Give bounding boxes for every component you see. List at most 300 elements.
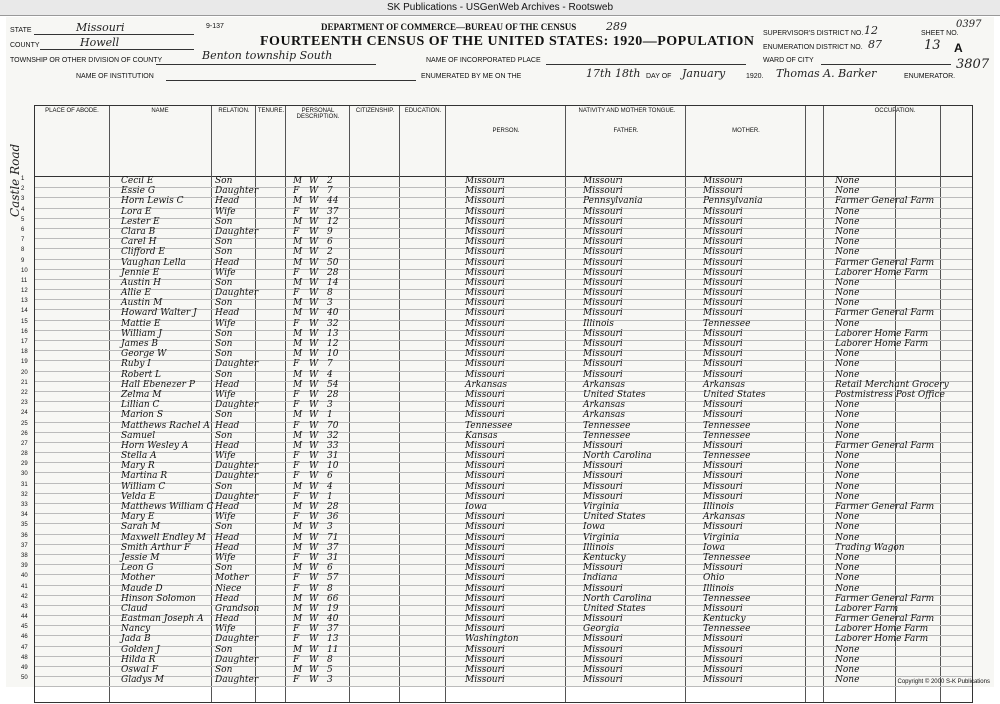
age: 19 bbox=[327, 603, 339, 614]
father-birthplace: Arkansas bbox=[583, 410, 626, 421]
row-number: 48 bbox=[21, 654, 28, 661]
father-birthplace: United States bbox=[583, 389, 646, 400]
month-value: January bbox=[682, 67, 726, 80]
mother-birthplace: Ohio bbox=[703, 573, 725, 584]
age: 3 bbox=[327, 400, 333, 411]
person-name: Horn Lewis C bbox=[121, 196, 184, 207]
age: 8 bbox=[327, 583, 333, 594]
age: 37 bbox=[327, 206, 339, 217]
person-name: Essie G bbox=[121, 186, 156, 197]
age: 54 bbox=[327, 379, 339, 390]
enumeration-label: ENUMERATION DISTRICT NO. bbox=[763, 44, 863, 51]
relation: Son bbox=[215, 339, 233, 349]
person-name: Hall Ebenezer P bbox=[121, 379, 195, 390]
race: W bbox=[309, 267, 319, 278]
father-birthplace: Indiana bbox=[583, 573, 618, 584]
supervisor-value: 12 bbox=[864, 24, 878, 37]
person-name: Leon G bbox=[121, 563, 154, 574]
browser-title: SK Publications - USGenWeb Archives - Rootsweb bbox=[386, 2, 614, 13]
birthplace: Missouri bbox=[465, 471, 505, 482]
birthplace: Missouri bbox=[465, 298, 505, 309]
person-name: Mattie E bbox=[121, 318, 161, 329]
father-birthplace: Missouri bbox=[583, 614, 623, 625]
race: W bbox=[309, 624, 319, 635]
mother-birthplace: Missouri bbox=[703, 176, 743, 186]
mother-birthplace: United States bbox=[703, 389, 766, 400]
person-name: Claud bbox=[121, 603, 148, 614]
person-name: Golden J bbox=[121, 644, 160, 655]
mother-birthplace: Tennessee bbox=[703, 318, 751, 329]
header-mother: MOTHER. bbox=[732, 128, 760, 134]
birthplace: Missouri bbox=[465, 328, 505, 339]
row-number: 18 bbox=[21, 349, 28, 356]
row-number: 12 bbox=[21, 288, 28, 295]
age: 7 bbox=[327, 359, 333, 370]
birthplace: Missouri bbox=[465, 614, 505, 625]
father-birthplace: Missouri bbox=[583, 176, 623, 186]
birthplace: Missouri bbox=[465, 196, 505, 207]
race: W bbox=[309, 237, 319, 248]
table-row bbox=[21, 675, 972, 687]
birthplace: Missouri bbox=[465, 532, 505, 543]
birthplace: Kansas bbox=[465, 430, 498, 441]
sex: F bbox=[293, 400, 300, 411]
father-birthplace: Arkansas bbox=[583, 400, 626, 411]
sex: F bbox=[293, 318, 300, 329]
mother-birthplace: Missouri bbox=[703, 481, 743, 492]
occupation: Farmer General Farm bbox=[835, 257, 935, 268]
age: 44 bbox=[327, 196, 339, 207]
birthplace: Missouri bbox=[465, 451, 505, 462]
age: 9 bbox=[327, 226, 333, 237]
person-name: Clara B bbox=[121, 226, 156, 237]
occupation: None bbox=[835, 675, 860, 686]
birthplace: Missouri bbox=[465, 288, 505, 299]
row-number: 1 bbox=[21, 176, 25, 182]
race: W bbox=[309, 481, 319, 492]
table-row bbox=[21, 420, 972, 433]
enumerator-label: ENUMERATOR. bbox=[904, 73, 956, 80]
father-birthplace: Missouri bbox=[583, 481, 623, 492]
occupation: Farmer General Farm bbox=[835, 308, 935, 319]
birthplace: Missouri bbox=[465, 675, 505, 686]
birthplace: Missouri bbox=[465, 339, 505, 349]
occupation: None bbox=[835, 369, 860, 380]
relation: Daughter bbox=[215, 400, 259, 411]
occupation: None bbox=[835, 420, 860, 431]
race: W bbox=[309, 634, 319, 645]
father-birthplace: Missouri bbox=[583, 339, 623, 349]
township-label: TOWNSHIP OR OTHER DIVISION OF COUNTY bbox=[10, 57, 163, 64]
relation: Son bbox=[215, 176, 233, 186]
father-birthplace: Missouri bbox=[583, 216, 623, 227]
race: W bbox=[309, 573, 319, 584]
department-heading: DEPARTMENT OF COMMERCE—BUREAU OF THE CENSUS bbox=[321, 22, 577, 32]
person-name: William C bbox=[121, 481, 166, 492]
race: W bbox=[309, 400, 319, 411]
mother-birthplace: Arkansas bbox=[703, 512, 746, 523]
person-name: Lillian C bbox=[121, 400, 160, 411]
age: 31 bbox=[327, 552, 339, 563]
age: 31 bbox=[327, 451, 339, 462]
person-name: Hilda R bbox=[121, 654, 156, 665]
header-occupation: OCCUPATION. bbox=[874, 108, 916, 114]
age: 12 bbox=[327, 339, 339, 349]
age: 57 bbox=[327, 573, 339, 584]
age: 32 bbox=[327, 318, 339, 329]
row-number: 11 bbox=[21, 277, 28, 284]
age: 4 bbox=[327, 369, 333, 380]
birthplace: Missouri bbox=[465, 359, 505, 370]
sex: F bbox=[293, 288, 300, 299]
birthplace: Missouri bbox=[465, 206, 505, 217]
occupation: Laborer Home Farm bbox=[835, 624, 929, 635]
father-birthplace: Georgia bbox=[583, 624, 620, 635]
birthplace: Missouri bbox=[465, 665, 505, 675]
age: 40 bbox=[327, 308, 339, 319]
race: W bbox=[309, 675, 319, 686]
occupation: None bbox=[835, 461, 860, 472]
enumeration-value: 87 bbox=[868, 38, 882, 51]
occupation: None bbox=[835, 471, 860, 482]
sex: M bbox=[293, 481, 303, 492]
age: 40 bbox=[327, 614, 339, 625]
occupation: None bbox=[835, 522, 860, 533]
father-birthplace: Pennsylvania bbox=[583, 196, 643, 207]
person-name: Smith Arthur F bbox=[121, 542, 191, 553]
person-name: Lora E bbox=[121, 206, 152, 217]
father-birthplace: Missouri bbox=[583, 288, 623, 299]
mother-birthplace: Illinois bbox=[703, 583, 734, 594]
sex: F bbox=[293, 624, 300, 635]
person-name: Gladys M bbox=[121, 675, 164, 686]
row-number: 46 bbox=[21, 634, 28, 641]
sex: M bbox=[293, 593, 303, 604]
age: 12 bbox=[327, 216, 339, 227]
occupation: None bbox=[835, 176, 860, 186]
person-name: Stella A bbox=[121, 451, 157, 462]
sex: M bbox=[293, 339, 303, 349]
row-number: 41 bbox=[21, 583, 28, 590]
birthplace: Missouri bbox=[465, 512, 505, 523]
row-number: 9 bbox=[21, 257, 25, 264]
relation: Son bbox=[215, 328, 233, 339]
birthplace: Missouri bbox=[465, 186, 505, 197]
age: 33 bbox=[327, 440, 339, 451]
sex: F bbox=[293, 512, 300, 523]
relation: Wife bbox=[215, 552, 236, 563]
father-birthplace: Missouri bbox=[583, 237, 623, 248]
table-body bbox=[21, 176, 972, 687]
race: W bbox=[309, 288, 319, 299]
father-birthplace: Tennessee bbox=[583, 430, 631, 441]
person-name: Maude D bbox=[121, 583, 163, 594]
relation: Wife bbox=[215, 451, 236, 462]
father-birthplace: Missouri bbox=[583, 267, 623, 278]
race: W bbox=[309, 665, 319, 675]
race: W bbox=[309, 491, 319, 502]
mother-birthplace: Missouri bbox=[703, 349, 743, 360]
age: 36 bbox=[327, 512, 339, 523]
mother-birthplace: Missouri bbox=[703, 328, 743, 339]
father-birthplace: Missouri bbox=[583, 308, 623, 319]
person-name: Cecil E bbox=[121, 176, 154, 186]
row-number: 19 bbox=[21, 359, 28, 366]
age: 6 bbox=[327, 563, 333, 574]
corner-number: 0397 bbox=[956, 19, 982, 30]
institution-label: NAME OF INSTITUTION bbox=[76, 73, 154, 80]
row-number: 45 bbox=[21, 624, 28, 631]
father-birthplace: Arkansas bbox=[583, 379, 626, 390]
age: 66 bbox=[327, 593, 339, 604]
race: W bbox=[309, 430, 319, 441]
enumerator-name: Thomas A. Barker bbox=[776, 67, 877, 80]
person-name: Marion S bbox=[121, 410, 164, 421]
occupation: None bbox=[835, 247, 860, 258]
person-name: James B bbox=[121, 339, 158, 349]
birthplace: Missouri bbox=[465, 410, 505, 421]
sex: F bbox=[293, 186, 300, 197]
sex: M bbox=[293, 328, 303, 339]
race: W bbox=[309, 349, 319, 360]
enumerated-days: 17th 18th bbox=[586, 67, 641, 80]
person-name: Robert L bbox=[121, 369, 162, 380]
father-birthplace: Missouri bbox=[583, 675, 623, 686]
birthplace: Missouri bbox=[465, 491, 505, 502]
father-birthplace: Kentucky bbox=[583, 552, 626, 563]
sex: M bbox=[293, 665, 303, 675]
sex: F bbox=[293, 461, 300, 472]
person-name: George W bbox=[121, 349, 167, 360]
person-name: William J bbox=[121, 328, 162, 339]
header-citizenship: CITIZENSHIP. bbox=[355, 108, 395, 114]
sex: F bbox=[293, 573, 300, 584]
relation: Head bbox=[215, 532, 240, 543]
mother-birthplace: Tennessee bbox=[703, 451, 751, 462]
relation: Wife bbox=[215, 267, 236, 278]
birthplace: Missouri bbox=[465, 593, 505, 604]
relation: Head bbox=[215, 614, 240, 625]
sex: M bbox=[293, 369, 303, 380]
occupation: None bbox=[835, 318, 860, 329]
sex: M bbox=[293, 532, 303, 543]
father-birthplace: Missouri bbox=[583, 461, 623, 472]
sex: F bbox=[293, 583, 300, 594]
age: 32 bbox=[327, 430, 339, 441]
person-name: Matthews Rachel A bbox=[121, 420, 210, 431]
father-birthplace: United States bbox=[583, 512, 646, 523]
person-name: Lester E bbox=[121, 216, 160, 227]
row-number: 14 bbox=[21, 308, 28, 315]
father-birthplace: Missouri bbox=[583, 644, 623, 655]
sex: M bbox=[293, 502, 303, 512]
row-number: 6 bbox=[21, 226, 25, 233]
occupation: None bbox=[835, 573, 860, 584]
race: W bbox=[309, 440, 319, 451]
relation: Daughter bbox=[215, 654, 259, 665]
birthplace: Iowa bbox=[465, 502, 488, 512]
relation: Son bbox=[215, 277, 233, 288]
occupation: None bbox=[835, 410, 860, 421]
age: 8 bbox=[327, 288, 333, 299]
sex: F bbox=[293, 359, 300, 370]
birthplace: Missouri bbox=[465, 481, 505, 492]
father-birthplace: Missouri bbox=[583, 186, 623, 197]
age: 13 bbox=[327, 634, 339, 645]
race: W bbox=[309, 512, 319, 523]
race: W bbox=[309, 542, 319, 553]
person-name: Jada B bbox=[121, 634, 151, 645]
father-birthplace: Missouri bbox=[583, 634, 623, 645]
occupation: Laborer Home Farm bbox=[835, 339, 929, 349]
sex: M bbox=[293, 277, 303, 288]
father-birthplace: Virginia bbox=[583, 502, 620, 512]
father-birthplace: Missouri bbox=[583, 298, 623, 309]
row-number: 28 bbox=[21, 451, 28, 458]
occupation: None bbox=[835, 349, 860, 360]
person-name: Jessie M bbox=[121, 552, 160, 563]
row-number: 37 bbox=[21, 542, 28, 549]
occupation: Trading Wagon bbox=[835, 542, 905, 553]
age: 28 bbox=[327, 267, 339, 278]
sex: M bbox=[293, 298, 303, 309]
header-relation: RELATION. bbox=[218, 108, 250, 114]
header-place-of-abode: PLACE OF ABODE. bbox=[45, 108, 99, 114]
birthplace: Missouri bbox=[465, 247, 505, 258]
age: 5 bbox=[327, 665, 333, 675]
race: W bbox=[309, 298, 319, 309]
birthplace: Missouri bbox=[465, 563, 505, 574]
birthplace: Missouri bbox=[465, 654, 505, 665]
birthplace: Missouri bbox=[465, 277, 505, 288]
row-number: 43 bbox=[21, 603, 28, 610]
occupation: Farmer General Farm bbox=[835, 196, 935, 207]
sex: F bbox=[293, 226, 300, 237]
sex: M bbox=[293, 349, 303, 360]
row-number: 16 bbox=[21, 328, 28, 335]
occupation: None bbox=[835, 665, 860, 675]
person-name: Allie E bbox=[121, 288, 151, 299]
sex: M bbox=[293, 410, 303, 421]
occupation: None bbox=[835, 206, 860, 217]
race: W bbox=[309, 451, 319, 462]
age: 14 bbox=[327, 277, 339, 288]
sex: F bbox=[293, 267, 300, 278]
age: 10 bbox=[327, 349, 339, 360]
occupation: None bbox=[835, 216, 860, 227]
row-number: 50 bbox=[21, 675, 28, 682]
age: 2 bbox=[327, 176, 333, 186]
race: W bbox=[309, 461, 319, 472]
sex: F bbox=[293, 389, 300, 400]
mother-birthplace: Missouri bbox=[703, 654, 743, 665]
row-number: 2 bbox=[21, 186, 25, 193]
birthplace: Missouri bbox=[465, 257, 505, 268]
race: W bbox=[309, 654, 319, 665]
row-number: 15 bbox=[21, 318, 28, 325]
sex: F bbox=[293, 491, 300, 502]
sex: M bbox=[293, 522, 303, 533]
row-number: 21 bbox=[21, 379, 28, 386]
age: 50 bbox=[327, 257, 339, 268]
relation: Daughter bbox=[215, 634, 259, 645]
mother-birthplace: Tennessee bbox=[703, 552, 751, 563]
relation: Daughter bbox=[215, 491, 259, 502]
person-name: Matthews William C bbox=[121, 502, 214, 512]
age: 28 bbox=[327, 389, 339, 400]
mother-birthplace: Missouri bbox=[703, 247, 743, 258]
relation: Son bbox=[215, 563, 233, 574]
occupation: None bbox=[835, 481, 860, 492]
row-number: 47 bbox=[21, 644, 28, 651]
race: W bbox=[309, 410, 319, 421]
relation: Wife bbox=[215, 512, 236, 523]
birthplace: Missouri bbox=[465, 440, 505, 451]
mother-birthplace: Missouri bbox=[703, 267, 743, 278]
occupation: Farmer General Farm bbox=[835, 440, 935, 451]
age: 71 bbox=[327, 532, 339, 543]
age: 70 bbox=[327, 420, 339, 431]
row-number: 4 bbox=[21, 206, 25, 213]
sex: M bbox=[293, 644, 303, 655]
race: W bbox=[309, 277, 319, 288]
age: 4 bbox=[327, 481, 333, 492]
relation: Son bbox=[215, 216, 233, 227]
row-number: 13 bbox=[21, 298, 28, 305]
occupation: Laborer Home Farm bbox=[835, 328, 929, 339]
occupation: None bbox=[835, 359, 860, 370]
mother-birthplace: Arkansas bbox=[703, 379, 746, 390]
father-birthplace: Missouri bbox=[583, 491, 623, 502]
row-number: 17 bbox=[21, 339, 28, 345]
mother-birthplace: Pennsylvania bbox=[703, 196, 763, 207]
person-name: Ruby I bbox=[121, 359, 151, 370]
sex: M bbox=[293, 247, 303, 258]
sex: M bbox=[293, 430, 303, 441]
relation: Son bbox=[215, 644, 233, 655]
age: 6 bbox=[327, 237, 333, 248]
age: 3 bbox=[327, 522, 333, 533]
relation: Head bbox=[215, 420, 240, 431]
relation: Wife bbox=[215, 389, 236, 400]
race: W bbox=[309, 644, 319, 655]
relation: Head bbox=[215, 196, 240, 207]
header-education: EDUCATION. bbox=[404, 108, 442, 114]
relation: Son bbox=[215, 410, 233, 421]
relation: Head bbox=[215, 593, 240, 604]
occupation: Farmer General Farm bbox=[835, 614, 935, 625]
row-number: 49 bbox=[21, 665, 28, 671]
father-birthplace: Missouri bbox=[583, 257, 623, 268]
mother-birthplace: Tennessee bbox=[703, 430, 751, 441]
census-table bbox=[21, 105, 973, 703]
race: W bbox=[309, 583, 319, 594]
father-birthplace: Missouri bbox=[583, 349, 623, 360]
row-number: 40 bbox=[21, 573, 28, 580]
sex: F bbox=[293, 552, 300, 563]
occupation: None bbox=[835, 491, 860, 502]
race: W bbox=[309, 328, 319, 339]
mother-birthplace: Missouri bbox=[703, 308, 743, 319]
row-number: 20 bbox=[21, 369, 28, 376]
race: W bbox=[309, 339, 319, 349]
age: 13 bbox=[327, 328, 339, 339]
relation: Son bbox=[215, 665, 233, 675]
birthplace: Missouri bbox=[465, 216, 505, 227]
year-value: 1920. bbox=[746, 73, 764, 80]
row-number: 5 bbox=[21, 216, 25, 223]
occupation: None bbox=[835, 644, 860, 655]
